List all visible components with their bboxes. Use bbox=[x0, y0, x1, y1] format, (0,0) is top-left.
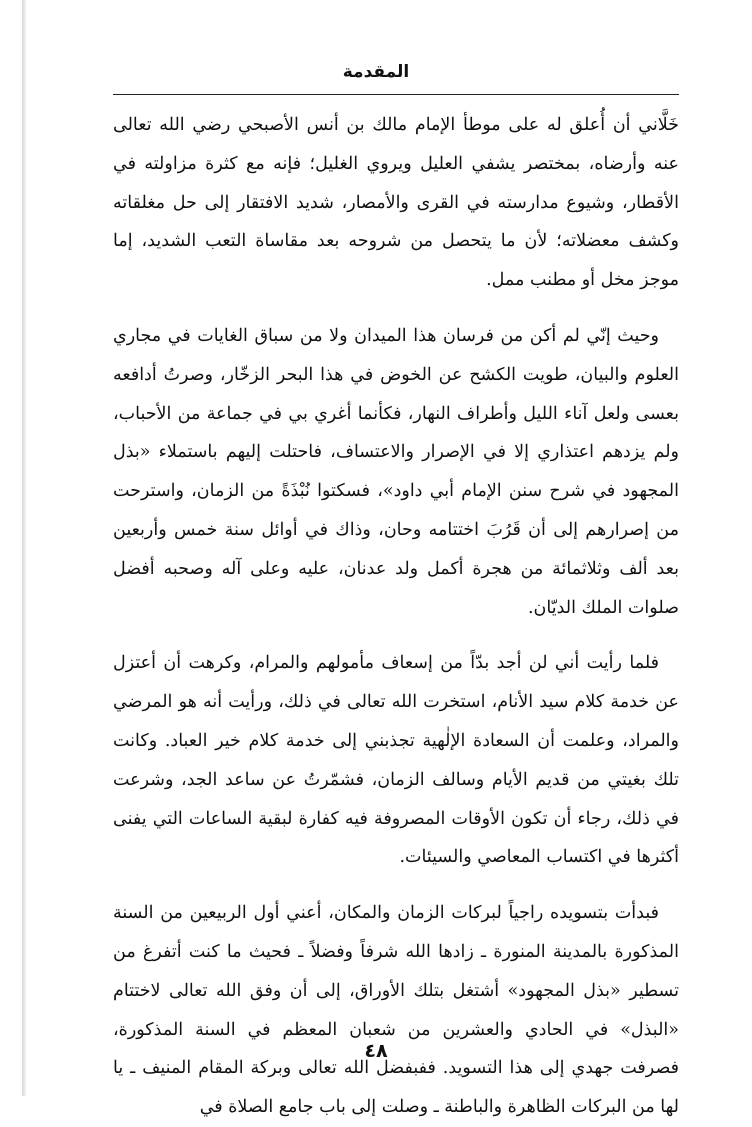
page-body bbox=[113, 106, 679, 1127]
page-binding-edge bbox=[22, 0, 26, 1096]
running-header-title: المقدمة bbox=[342, 62, 410, 82]
paragraph-3: فلما رأيت أني لن أجد بدّاً من إسعاف مأمولهم والمرام، وكرهت أن أعتزل عن خدمة كلام سيد الأنام، استخرت الله تعالى في ذلك، ورأيت أنه هو المرضي والمراد، وعلمت أن السعادة الإلٰهية تجذبني إلى خدمة كلام خير العباد. وكانت تلك بغيتي من قديم الأيام وسالف الزمان، فشمّرتُ عن ساعد الجد، وشرعت في ذلك، رجاء أن تكون الأوقات المصروفة فيه كفارة لبقية الساعات التي يفنى أكثرها في اكتساب المعاصي والسيئات. bbox=[113, 653, 679, 868]
paragraph-4: فبدأت بتسويده راجياً لبركات الزمان والمكان، أعني أول الربيعين من السنة المذكورة بالمدينة المنورة ـ زادها الله شرفاً وفضلاً ـ فحيث ما كنت أتفرغ من تسطير «بذل المجهود» أشتغل بتلك الأوراق، إلى أن وفق الله تعالى لاختتام «البذل» في الحادي والعشرين من شعبان المعظم في السنة المذكورة، فصرفت جهدي إلى هذا التسويد. ففبفضل الله تعالى وبركة المقام المنيف ـ يا لها من البركات الظاهرة والباطنة ـ وصلت إلى باب جامع الصلاة في bbox=[113, 903, 679, 1118]
paragraph-1: خَلَّاني أن أُعلق له على موطأ الإمام مالك بن أنس الأصبحي رضي الله تعالى عنه وأرضاه، بمختصر يشفي العليل ويروي الغليل؛ فإنه مع كثرة مزاولته في الأقطار، وشيوع مدارسته في القرى والأمصار، شديد الافتقار إلى حل مغلقاته وكشف معضلاته؛ لأن ما يتحصل من شروحه بعد مقاساة التعب الشديد، إما موجز مخل أو مطنب ممل. bbox=[113, 115, 679, 291]
page-number: ٤٨ bbox=[364, 1040, 388, 1062]
header-divider bbox=[113, 94, 679, 95]
paragraph-2: وحيث إنّي لم أكن من فرسان هذا الميدان ولا من سباق الغايات في مجاري العلوم والبيان، طويت الكشح عن الخوض في هذا البحر الزخّار، وصرتُ أدافعه بعسى ولعل آناء الليل وأطراف النهار، فكأنما أغري بي في جماعة من الأحباب، ولم يزدهم اعتذاري إلا في الإصرار والاعتساف، فاحتلت إليهم باستملاء «بذل المجهود في شرح سنن الإمام أبي داود»، فسكتوا نُبْذَةً من الزمان، واسترحت من إصرارهم إلى أن قَرُبَ اختتامه وحان، وذاك في أوائل سنة خمس وأربعين بعد ألف وثلاثمائة من هجرة أكمل ولد عدنان، عليه وعلى آله وصحبه أفضل صلوات الملك الديّان. bbox=[113, 325, 679, 618]
